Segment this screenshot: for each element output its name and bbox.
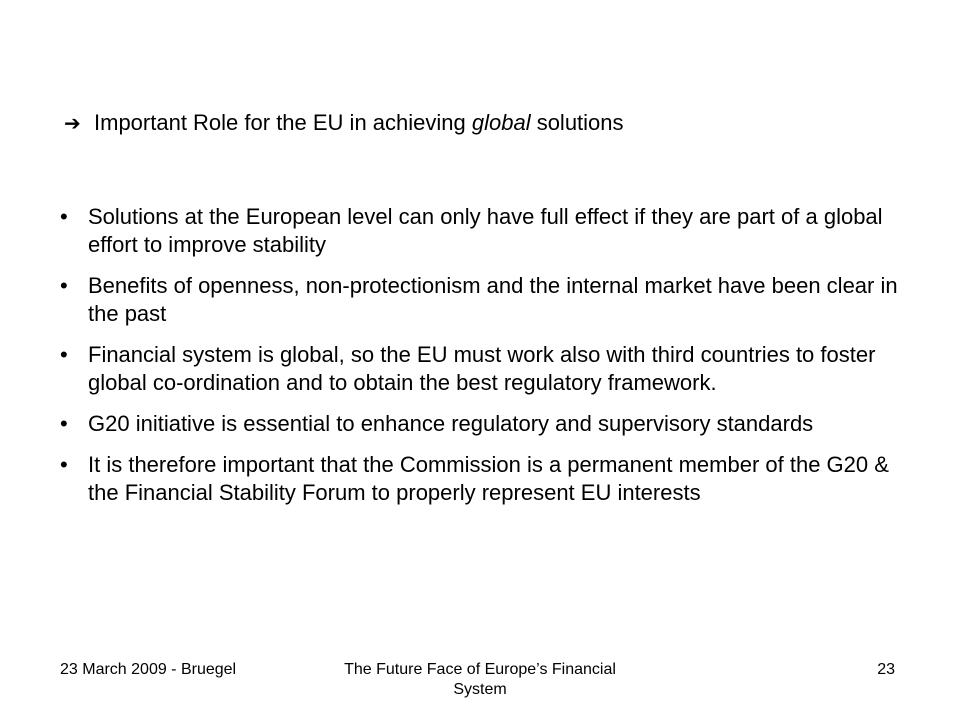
bullet-item: [60, 341, 920, 397]
headline-suffix: solutions: [530, 110, 624, 135]
bullet-text: Financial system is global, so the EU must work also with third countries to foster global co-ordination and to obtain the best regulatory framework.: [88, 342, 876, 395]
bullet-icon: •: [60, 452, 68, 477]
bullet-item: [60, 451, 920, 507]
footer-title: The Future Face of Europe’s Financial System: [344, 661, 616, 698]
footer-date: 23 March 2009 - Bruegel: [60, 661, 237, 678]
slide-number: 23: [877, 661, 895, 678]
bullet-item: [60, 410, 920, 438]
bullet-text: G20 initiative is essential to enhance regulatory and supervisory standards: [88, 411, 814, 436]
bullet-item: [60, 203, 920, 259]
bullet-list: [60, 203, 920, 520]
bullet-icon: •: [60, 273, 68, 298]
headline: [64, 106, 624, 140]
bullet-text: Benefits of openness, non-protectionism and the internal market have been clear in the past: [88, 273, 898, 326]
bullet-text: It is therefore important that the Commission is a permanent member of the G20 & the Financial Stability Forum to properly represent EU interests: [88, 452, 889, 505]
right-arrow-icon: ➔: [64, 111, 81, 135]
bullet-icon: •: [60, 342, 68, 367]
headline-emphasis: global: [471, 110, 531, 135]
bullet-icon: •: [60, 204, 68, 229]
bullet-item: [60, 272, 920, 328]
bullet-icon: •: [60, 411, 68, 436]
headline-prefix: Important Role for the EU in achieving: [94, 110, 472, 135]
bullet-text: Solutions at the European level can only have full effect if they are part of a global effort to improve stability: [88, 204, 883, 257]
